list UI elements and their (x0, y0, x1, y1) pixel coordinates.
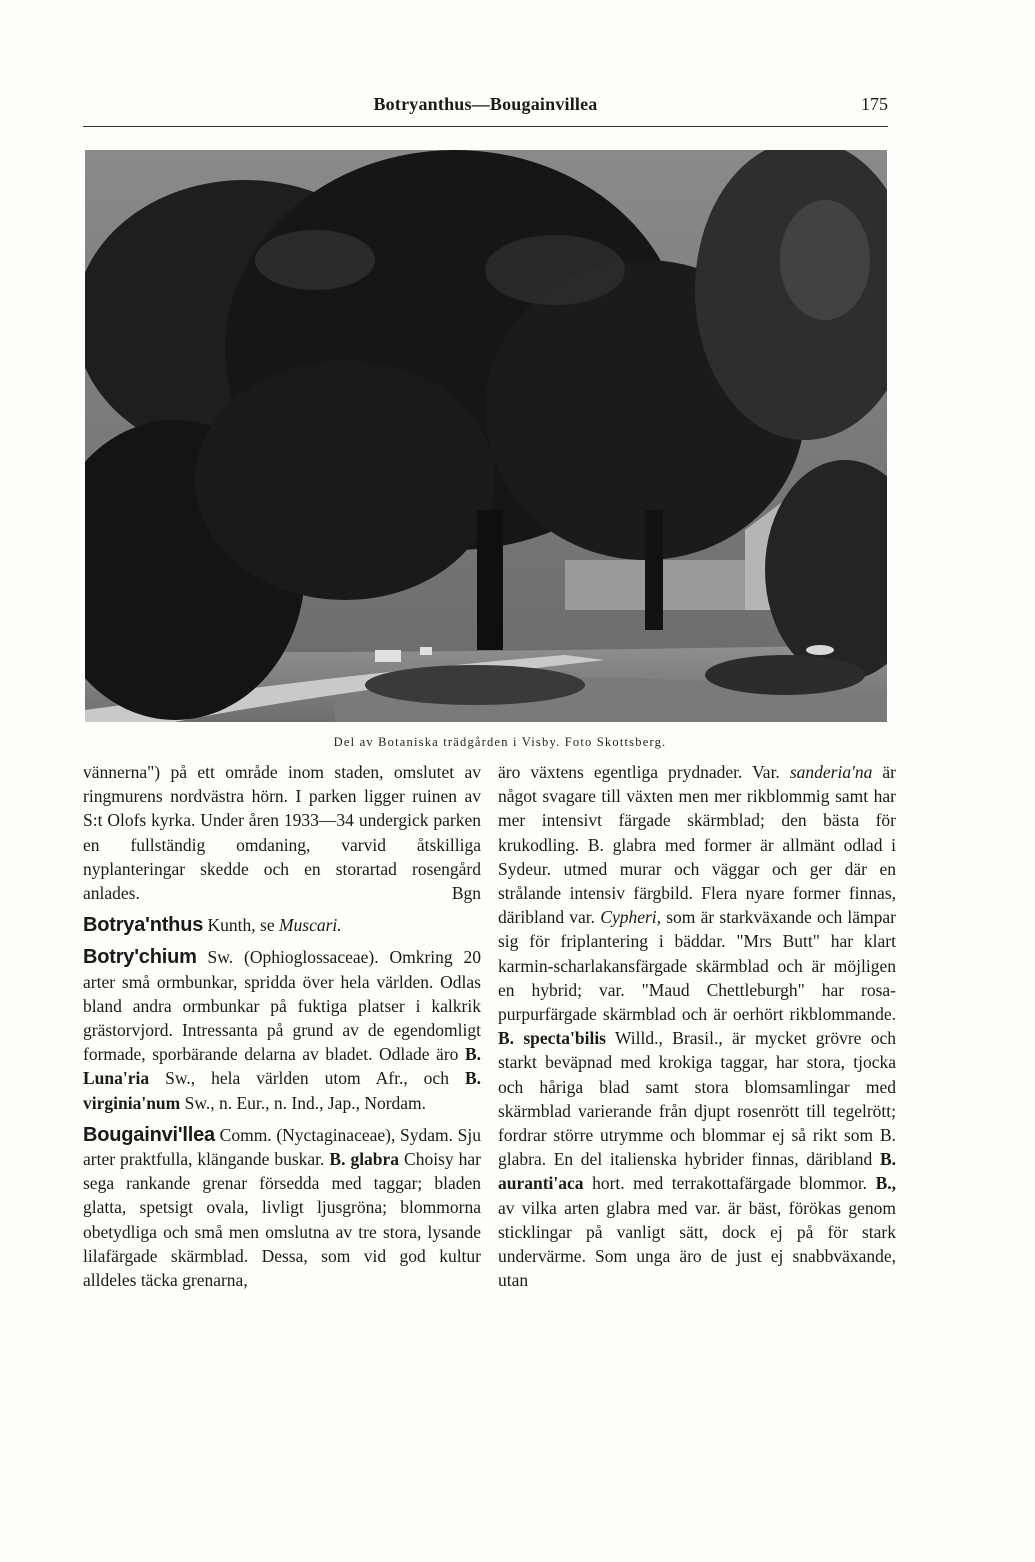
entry-text: som är starkväxande och lämpar sig för friplantering i bäddar. "Mrs Butt" har klart karmin-scharlakansfärgade skärmblad och är möjligen en hybrid; var. "Maud Chettleburgh" har rosa-purpurfärgade skärmblad och är oerhört rikblommande. (498, 907, 896, 1025)
entry-text: äro växtens egentliga prydnader. Var. (498, 762, 790, 782)
species-name: B. glabra (329, 1149, 400, 1170)
species-name: B. specta'bilis (498, 1028, 606, 1049)
entry-headword: Bougainvi'llea (83, 1123, 215, 1146)
entry-text: Sw., hela världen utom Afr., och (149, 1068, 465, 1089)
entry-text: hort. med terrakottafärgade blommor. (583, 1173, 876, 1194)
cross-reference: Muscari. (278, 915, 342, 936)
entry-text: Comm. (Nyctaginaceae), Sydam. Sju arter praktfulla, klängande buskar. (83, 1124, 481, 1170)
paragraph-bougainvillea-cont (498, 760, 896, 1292)
variety-name: Cypheri, (600, 907, 662, 928)
entry-text: är något svagare till växten men mer rikblommig samt har mer intensivt färgade skärmblad; den bästa för krukodling. B. glabra med former är allmänt odlad i Sydeur. utmed murar och väggar och ger där en strålande intensiv färgbild. Flera nyare former finnas, däribland var. (498, 762, 896, 928)
species-name: B., (875, 1173, 896, 1194)
entry-text: Sw., n. Eur., n. Ind., Jap., Nordam. (180, 1092, 427, 1113)
entry-text: Sw. (Ophioglossaceae). Omkring 20 arter små ormbunkar, spridda över hela världen. Odlas bland andra ormbunkar på fuktiga platser i kalkrik grästorvjord. Intressanta på grund av de egendomligt formade, sporbärande delarna av bladet. Odlade äro (83, 947, 481, 1065)
entry-text: Willd., Brasil., är mycket grövre och starkt beväpnad med krokiga taggar, har stora, tjocka och håriga blad samt stora blomsamlingar med skärmblad varierande från djupt rosenrött till tegelrött; fordrar större utrymme och blommar ej så rikt som B. glabra. En del italienska hybrider finnas, däribland (498, 1028, 896, 1170)
author-signature: Bgn (451, 883, 481, 904)
entry-headword: Botry'chium (83, 946, 197, 969)
species-name: B. virginia'num (83, 1068, 481, 1113)
left-column (83, 760, 481, 1292)
running-header (83, 94, 888, 127)
paragraph-text: vännerna") på ett område inom staden, omslutet av ringmurens nordvästra hörn. I parken ligger ruinen av S:t Olofs kyrka. Under åren 1933—34 undergick parken en fullständig omdaning, varvid åtskilliga nyplanteringar skedde och en storartad rosengård anlades. (83, 762, 481, 904)
species-name: B. Luna'ria (83, 1044, 481, 1089)
entry-text: Choisy har sega rankande grenar försedda med taggar; bladen glatta, spetsigt ovala, livligt ljusgröna; blommorna obetydliga och små men omslutna av tre stora, lysande lilafärgade skärmblad. Dessa, som vid god kultur alldeles täcka grenarna, (83, 1149, 481, 1291)
right-column (498, 760, 896, 1292)
entry-headword: Botrya'nthus (83, 914, 204, 937)
park-photo-icon (85, 150, 887, 722)
photo-caption: Del av Botaniska trädgården i Visby. Foto Skottsberg. (333, 735, 667, 749)
page-number: 175 (861, 94, 888, 114)
header-title: Botryanthus—Bougainvillea (373, 94, 598, 114)
entry-bougainvillea (83, 1123, 481, 1292)
entry-botrychium (83, 945, 481, 1114)
entry-text: av vilka arten glabra med var. är bäst, förökas genom sticklingar på vanligt sätt, dock ej på för stark undervärme. Som unga äro de just ej snabbväxande, utan (498, 1197, 896, 1291)
paragraph-park (83, 760, 481, 905)
species-name: B. auranti'aca (498, 1149, 896, 1194)
entry-botryanthus (83, 913, 481, 937)
variety-name: sanderia'na (789, 762, 873, 782)
entry-text: Kunth, se (203, 915, 279, 936)
